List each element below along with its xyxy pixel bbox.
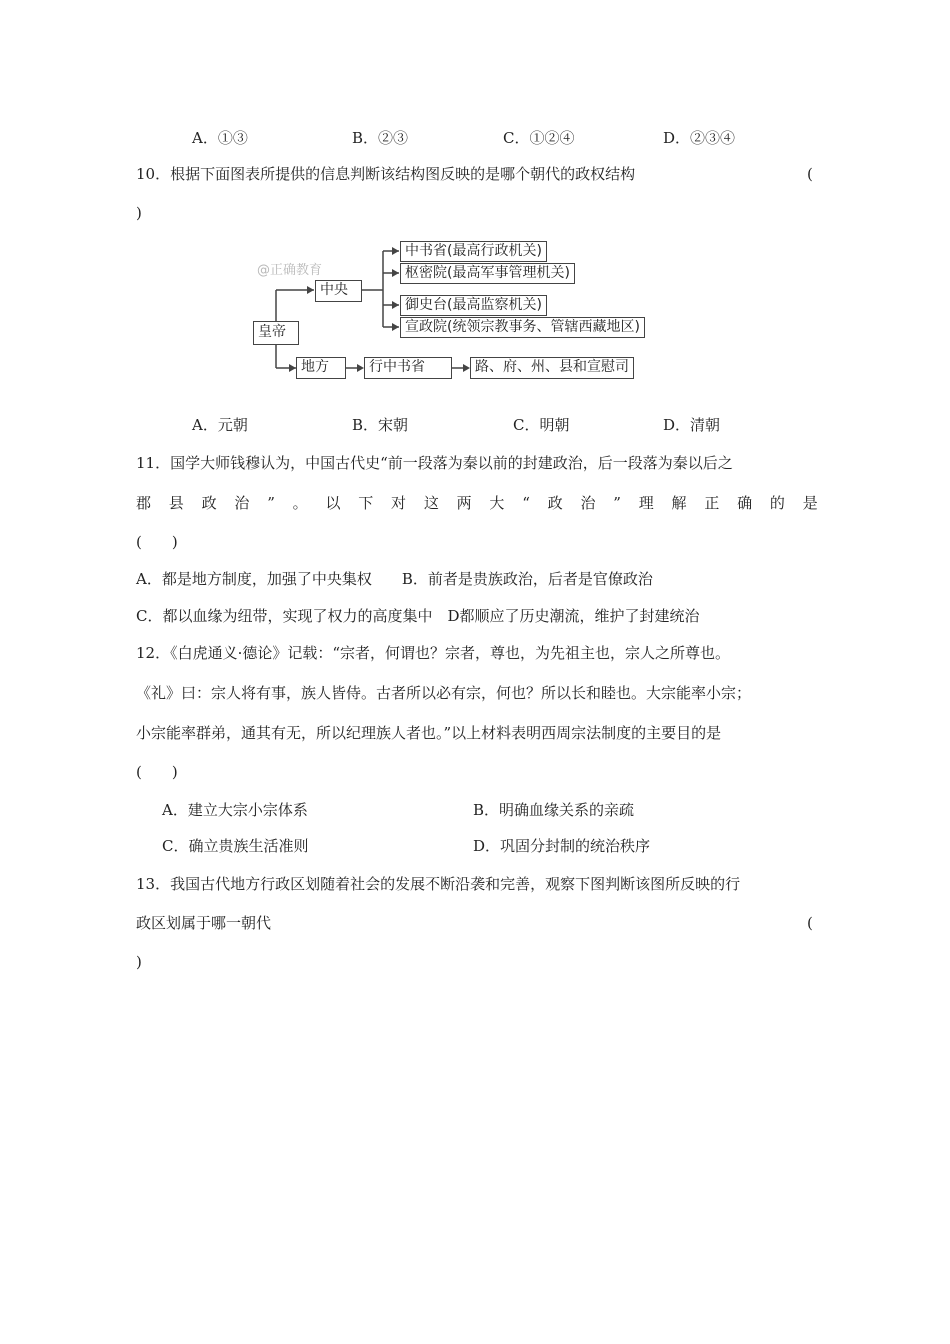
q12-answer-paren: ( ) (136, 763, 178, 781)
box-branch-military: 枢密院(最高军事管理机关) (400, 263, 575, 284)
q10-paren-open: ( (807, 165, 813, 183)
q13-line-2: 政区划属于哪一朝代 (136, 914, 272, 932)
q11-char: 理 (638, 494, 654, 512)
q11-line-2 (136, 493, 818, 513)
q9-option-a[interactable]: A．①③ (192, 129, 248, 147)
q13-line-1: 13．我国古代地方行政区划随着社会的发展不断沿袭和完善，观察下图判断该图所反映的行 (136, 875, 741, 893)
q11-char: 两 (456, 494, 472, 512)
diagram-watermark: @正确教育 (257, 263, 323, 278)
q11-char: 是 (802, 494, 818, 512)
q11-char: 郡 (136, 494, 152, 512)
q10-option-a[interactable]: A．元朝 (192, 416, 248, 434)
box-emperor: 皇帝 (253, 321, 299, 345)
q12-line-2: 《礼》曰：宗人将有事，族人皆侍。古者所以必有宗，何也？所以长和睦也。大宗能率小宗； (136, 684, 752, 702)
q11-char: 正 (704, 494, 720, 512)
q11-char: 政 (547, 494, 563, 512)
box-local: 地方 (296, 357, 346, 379)
q11-answer-paren: ( ) (136, 533, 178, 551)
q11-options-ab[interactable]: A．都是地方制度，加强了中央集权 B．前者是贵族政治，后者是官僚政治 (136, 570, 653, 588)
q12-line-3: 小宗能率群弟，通其有无，所以纪理族人者也。”以上材料表明西周宗法制度的主要目的是 (136, 724, 722, 742)
q11-char: 治 (580, 494, 596, 512)
q11-char: 。 (292, 494, 308, 512)
q12-option-a[interactable]: A．建立大宗小宗体系 (162, 801, 308, 819)
q9-option-c[interactable]: C．①②④ (503, 129, 575, 147)
q9-option-d[interactable]: D．②③④ (663, 129, 736, 147)
box-branch-xuanzheng: 宣政院(统领宗教事务、管辖西藏地区) (400, 317, 645, 338)
q11-char: 解 (671, 494, 687, 512)
q11-char: 这 (423, 494, 439, 512)
q11-char: ” (613, 494, 621, 512)
q12-option-c[interactable]: C．确立贵族生活准则 (162, 837, 309, 855)
q10-stem: 10．根据下面图表所提供的信息判断该结构图反映的是哪个朝代的政权结构 (136, 165, 636, 183)
q11-line-1: 11．国学大师钱穆认为，中国古代史“前一段落为秦以前的封建政治，后一段落为秦以后之 (136, 454, 733, 472)
q12-option-b[interactable]: B．明确血缘关系的亲疏 (473, 801, 635, 819)
q12-option-d[interactable]: D．巩固分封制的统治秩序 (473, 837, 651, 855)
q11-char: 大 (489, 494, 505, 512)
q11-char: ” (267, 494, 275, 512)
box-province: 行中书省 (364, 357, 452, 379)
q13-paren-close: ) (136, 953, 142, 971)
q11-char: 确 (737, 494, 753, 512)
q11-char: 下 (358, 494, 374, 512)
q11-char: 以 (325, 494, 341, 512)
box-subunits: 路、府、州、县和宣慰司 (470, 357, 634, 379)
box-branch-censorate: 御史台(最高监察机关) (400, 295, 547, 316)
q11-options-cd[interactable]: C．都以血缘为纽带，实现了权力的高度集中 D都顺应了历史潮流，维护了封建统治 (136, 607, 700, 625)
box-branch-secretariat: 中书省(最高行政机关) (400, 241, 547, 262)
q11-char: “ (522, 494, 530, 512)
diagram-connectors (0, 0, 950, 400)
q11-char: 政 (201, 494, 217, 512)
box-central: 中央 (315, 280, 362, 302)
q10-paren-close: ) (136, 204, 142, 222)
q10-option-c[interactable]: C．明朝 (513, 416, 570, 434)
q10-option-b[interactable]: B．宋朝 (352, 416, 409, 434)
q11-char: 治 (234, 494, 250, 512)
q9-option-b[interactable]: B．②③ (352, 129, 409, 147)
q11-char: 县 (168, 494, 184, 512)
q11-char: 对 (391, 494, 407, 512)
q10-option-d[interactable]: D．清朝 (663, 416, 721, 434)
q13-paren-open: ( (807, 914, 813, 932)
q12-line-1: 12．《白虎通义·德论》记载：“宗者，何谓也？宗者，尊也，为先祖主也，宗人之所尊也。 (136, 644, 731, 662)
q11-char: 的 (769, 494, 785, 512)
